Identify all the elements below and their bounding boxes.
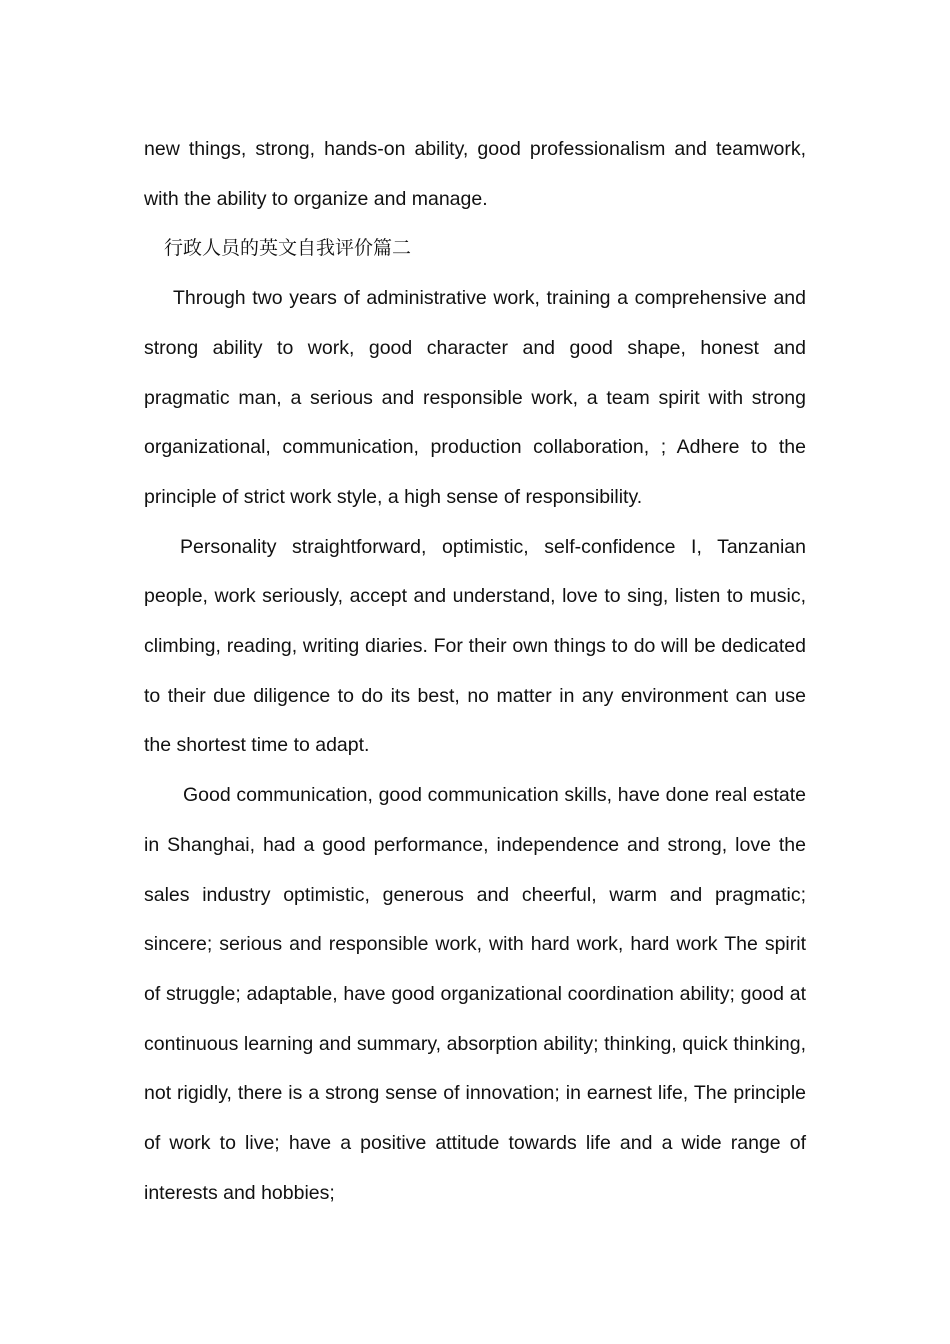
paragraph-continuation: new things, strong, hands-on ability, good professionalism and teamwork, with the ability to organize and manage. [144, 138, 806, 210]
paragraph-administrative-work: Through two years of administrative work, training a comprehensive and strong ability to work, good character and good shape, honest and pragmatic man, a serious and responsible work, a team spirit with strong organizational, communication, production collaboration, ; Adhere to the principle of strict work style, a high sense of responsibility. [144, 287, 806, 508]
paragraph-communication: Good communication, good communication skills, have done real estate in Shanghai, had a good performance, independence and strong, love the sales industry optimistic, generous and cheerful, warm and pragmatic; sincere; serious and responsible work, with hard work, hard work The spirit of struggle; adaptable, have good organizational coordination ability; good at continuous learning and summary, absorption ability; thinking, quick thinking, not rigidly, there is a strong sense of innovation; in earnest life, The principle of work to live; have a positive attitude towards life and a wide range of interests and hobbies; [144, 784, 806, 1204]
paragraph-personality: Personality straightforward, optimistic, self-confidence I, Tanzanian people, work seriously, accept and understand, love to sing, listen to music, climbing, reading, writing diaries. For their own things to do will be dedicated to their due diligence to do its best, no matter in any environment can use the shortest time to adapt. [144, 535, 806, 757]
section-heading: 行政人员的英文自我评价篇二 [164, 237, 412, 260]
document-body [144, 125, 806, 1218]
